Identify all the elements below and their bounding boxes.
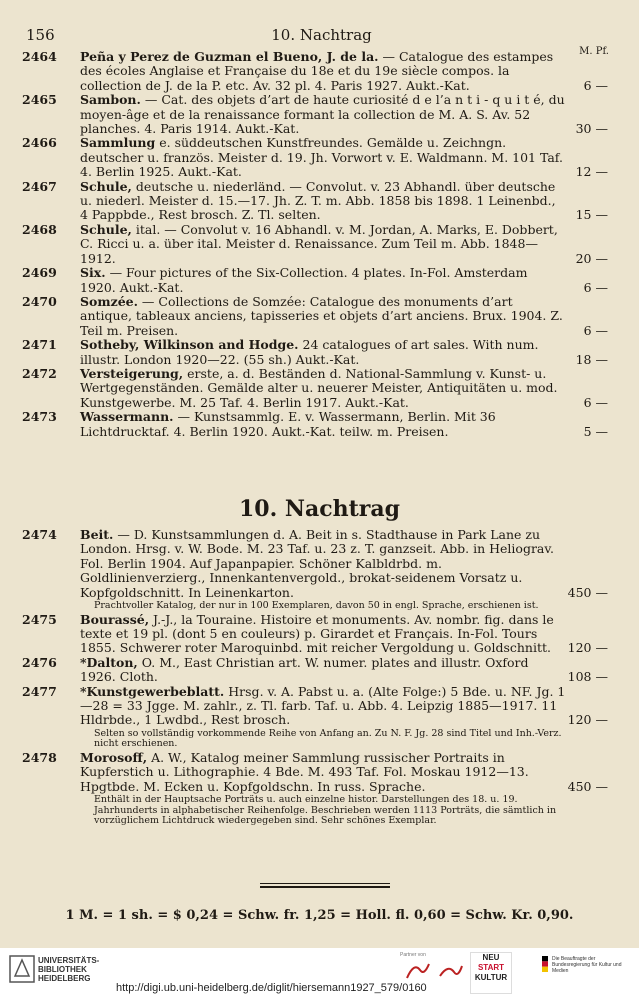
entry-title: Schule, [80, 221, 132, 237]
catalog-entry [22, 223, 614, 266]
entry-title: *Dalton, [80, 654, 138, 670]
entry-number: 2476 [22, 654, 57, 670]
entry-description: ital. — Convolut v. 16 Abhandl. v. M. Jordan, A. Marks, E. Dobbert, C. Ricci u. a. über ital. Meister d. Renaissance. Zum Teil m. Abb. 1848—1912. [80, 221, 558, 266]
entry-number: 2468 [22, 221, 57, 237]
entry-price: 6 — [583, 322, 608, 338]
entry-price: 30 — [575, 121, 608, 137]
entry-price: 12 — [575, 164, 608, 180]
entry-price: 5 — [583, 423, 608, 439]
entry-number: 2478 [22, 749, 57, 765]
entry-number: 2475 [22, 611, 57, 627]
partner-logo-2-icon [436, 960, 464, 982]
catalog-entry [22, 685, 614, 728]
running-title: 10. Nachtrag [271, 26, 372, 44]
entry-title: Six. [80, 265, 106, 281]
entry-price: 450 — [567, 584, 608, 600]
entry-number: 2471 [22, 337, 57, 353]
entry-price: 15 — [575, 207, 608, 223]
entry-number: 2474 [22, 527, 57, 542]
bkm-logo: Die Beauftragte der Bundesregierung für Kultur und Medien [542, 952, 636, 992]
catalog-entry [22, 367, 614, 410]
page-header [26, 26, 617, 46]
catalog-entry [22, 338, 614, 367]
partner-label: Partner von [400, 952, 426, 958]
entry-price: 6 — [583, 279, 608, 295]
entry-description: — Cat. des objets d’art de haute curiosité d e l’a n t i - q u i t é, du moyen-âge et de la renaissance formant la collection de M. A. S. Av. 52 planches. 4. Paris 1914. Aukt.-Kat. [80, 92, 565, 137]
university-seal-icon [8, 954, 36, 984]
entry-description: A. W., Katalog meiner Sammlung russischer Portraits in Kupferstich u. Lithographie. 4 Bde. M. 493 Taf. Fol. Moskau 1912—13. Hpgtbde. M. Ecken u. Kopfgoldschn. In russ. Sprache. [80, 749, 529, 794]
entry-note: Enthält in der Hauptsache Porträts u. auch einzelne histor. Darstellungen des 18. u. 19. Jahrhunderts in alphabetischer Reihenfolge. Beschrieben werden 1113 Porträts, die sämtlich in vorzüglichem Lichtdruck wiedergegeben sind. Sehr schönes Exemplar. [94, 794, 557, 826]
entry-number: 2473 [22, 409, 57, 425]
entry-number: 2465 [22, 92, 57, 108]
section-title: 10. Nachtrag [238, 496, 401, 522]
entry-price: 6 — [583, 77, 608, 93]
entry-description: Hrsg. v. A. Pabst u. a. (Alte Folge:) 5 Bde. u. NF. Jg. 1—28 = 33 Jgge. M. zahlr., z. Tl. farb. Taf. u. Abb. 4. Leipzig 1885—1917. 11 Hldrbde., 1 Lwdbd., Rest brosch. [80, 683, 566, 728]
entry-price: 120 — [567, 640, 608, 656]
catalog-entry [22, 410, 614, 439]
entry-number: 2477 [22, 683, 57, 699]
catalog-entry [22, 613, 614, 656]
viewer-footer [0, 948, 639, 996]
neustart-kultur-logo: NEU START KULTUR [470, 952, 512, 994]
entry-description: erste, a. d. Beständen d. National-Sammlung v. Kunst- u. Wertgegenständen. Gemälde alter u. neuerer Meister, Antiquitäten u. mod. Kunstgewerbe. M. 25 Taf. 4. Berlin 1917. Aukt.-Kat. [80, 365, 558, 410]
price-column-label: M. Pf. [579, 46, 609, 57]
entry-price: 20 — [575, 250, 608, 266]
entry-number: 2469 [22, 265, 57, 281]
entry-description: — Collections de Somzée: Catalogue des monuments d’art antique, tableaux anciens, tapisseries et objets d’art anciens. Brux. 1904. Z. Teil m. Preisen. [80, 293, 563, 338]
entry-price: 450 — [567, 778, 608, 794]
catalog-entry [22, 751, 614, 794]
entry-title: *Kunstgewerbeblatt. [80, 683, 225, 699]
entry-number: 2464 [22, 49, 57, 64]
entry-title: Versteigerung, [80, 365, 184, 381]
entries-list-second [22, 528, 614, 828]
catalog-entry [22, 656, 614, 685]
catalog-entry [22, 93, 614, 136]
entry-note: Selten so vollständig vorkommende Reihe von Anfang an. Zu N. F. Jg. 28 sind Titel und Inh.-Verz. nicht erschienen. [94, 727, 562, 750]
entry-description: e. süddeutschen Kunstfreundes. Gemälde u. Zeichngn. deutscher u. französ. Meister d. 19. Jh. Vorwort v. E. Waldmann. M. 101 Taf. 4. Berlin 1925. Aukt.-Kat. [80, 135, 563, 180]
catalog-entry [22, 50, 614, 93]
entry-title: Wassermann. [80, 409, 174, 425]
document-url-link[interactable]: http://digi.ub.uni-heidelberg.de/diglit/hiersemann1927_579/0160 [116, 982, 427, 994]
entry-description: — D. Kunstsammlungen d. A. Beit in s. Stadthause in Park Lane zu London. Hrsg. v. W. Bode. M. 23 Taf. u. 23 z. T. ganzseit. Abb. in Heliograv. Fol. Berlin 1904. Auf Japanpapier. Schöner Kalbldrbd. m. Goldlinienverzierg., Innenkantenvergold., brokat-seidenem Vorsatz u. Kopfgoldschnitt. In Leinenkarton. [80, 527, 554, 600]
entry-note: Prachtvoller Katalog, der nur in 100 Exemplaren, davon 50 in engl. Sprache, erschienen ist. [94, 600, 539, 612]
entry-title: Sotheby, Wilkinson and Hodge. [80, 337, 299, 353]
entry-description: O. M., East Christian art. W. numer. plates and illustr. Oxford 1926. Cloth. [80, 654, 529, 685]
entry-title: Bourassé, [80, 611, 150, 627]
entry-description: — Kunstsammlg. E. v. Wassermann, Berlin. Mit 36 Lichtdrucktaf. 4. Berlin 1920. Aukt.-Kat. teilw. m. Preisen. [80, 409, 496, 439]
currency-conversion-line: 1 M. = 1 sh. = $ 0,24 = Schw. fr. 1,25 = Holl. fl. 0,60 = Schw. Kr. 0,90. [65, 908, 574, 923]
entry-number: 2472 [22, 365, 57, 381]
entry-title: Peña y Perez de Guzman el Bueno, J. de la. [80, 49, 379, 64]
catalog-entry [22, 136, 614, 179]
entry-price: 108 — [567, 669, 608, 685]
ornamental-divider [260, 883, 390, 889]
entry-description: — Catalogue des estampes des écoles Anglaise et Française du 18e et du 19e siècle compos. la collection de J. de la P. etc. Av. 32 pl. 4. Paris 1927. Aukt.-Kat. [80, 49, 554, 93]
catalog-entry [22, 528, 614, 600]
catalog-entry [22, 266, 614, 295]
entry-description: 24 catalogues of art sales. With num. illustr. London 1920—22. (55 sh.) Aukt.-Kat. [80, 337, 539, 367]
entry-title: Beit. [80, 527, 114, 542]
entry-number: 2466 [22, 135, 57, 151]
entry-title: Schule, [80, 178, 132, 194]
catalog-entry [22, 180, 614, 223]
catalog-entry [22, 295, 614, 338]
entry-price: 18 — [575, 351, 608, 367]
library-name: UNIVERSITÄTS- BIBLIOTHEK HEIDELBERG [38, 956, 100, 983]
german-flag-icon [542, 956, 548, 972]
entries-list-first [22, 50, 614, 439]
entry-price: 6 — [583, 394, 608, 410]
entry-description: — Four pictures of the Six-Collection. 4 plates. In-Fol. Amsterdam 1920. Aukt.-Kat. [80, 265, 528, 295]
entry-description: deutsche u. niederländ. — Convolut. v. 23 Abhandl. über deutsche u. niederl. Meister d. 15.—17. Jh. Z. T. m. Abb. 1858 bis 1898. 1 Leinenbd., 4 Pappbde., Rest brosch. Z. Tl. selten. [80, 178, 556, 223]
page-number: 156 [26, 26, 55, 44]
entry-number: 2467 [22, 178, 57, 194]
entry-title: Morosoff, [80, 749, 148, 765]
entry-title: Sambon. [80, 92, 141, 108]
entry-title: Sammlung [80, 135, 156, 151]
entry-number: 2470 [22, 293, 57, 309]
entry-description: J.-J., la Touraine. Histoire et monuments. Av. nombr. fig. dans le texte et 19 pl. (dont 5 en couleurs) p. Girardet et Français. In-Fol. Tours 1855. Schwerer roter Maroquinbd. mit reicher Vergoldung u. Goldschnitt. [80, 611, 554, 656]
entry-title: Somzée. [80, 293, 138, 309]
partner-logo-icon [404, 960, 432, 982]
entry-price: 120 — [567, 712, 608, 728]
